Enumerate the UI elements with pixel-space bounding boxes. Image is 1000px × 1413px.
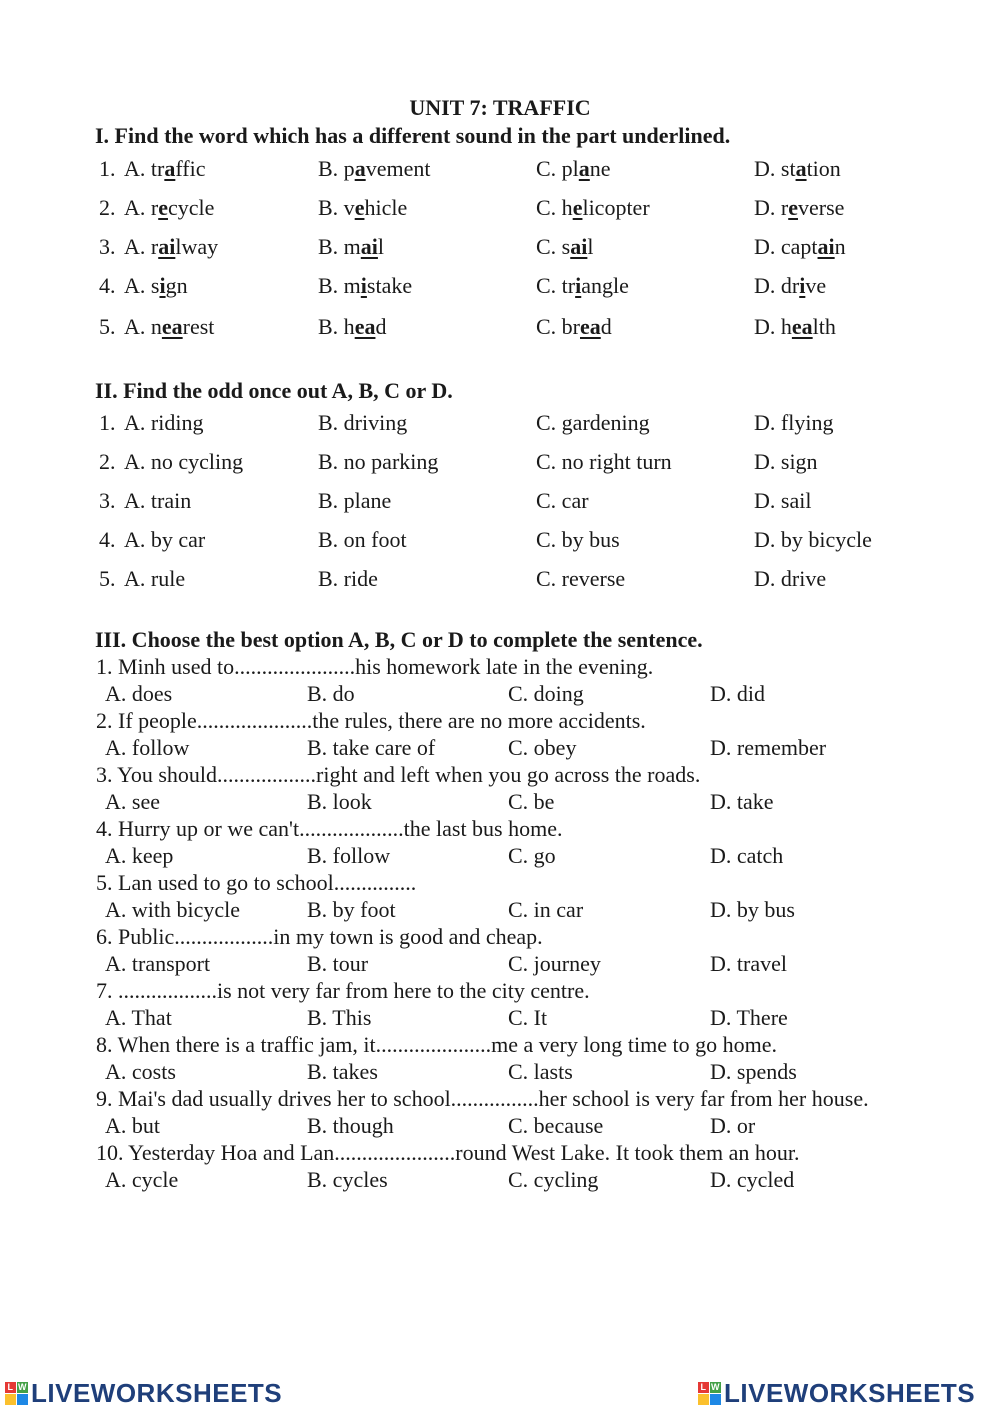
option: C. cycling [508,1167,599,1192]
option: B. do [307,681,355,706]
question-text: 9. Mai's dad usually drives her to school................her school is very far from her house. [96,1086,869,1111]
option: C. car [536,488,589,513]
option: B. ride [318,566,378,591]
logo-square [698,1394,709,1405]
option: D. sign [754,449,818,474]
item-number: 3. [99,488,116,513]
option: C. because [508,1113,604,1138]
underlined-sound: a [578,156,590,181]
option: A. That [105,1005,172,1030]
option: A. costs [105,1059,176,1084]
option: C. helicopter [536,195,650,220]
item-number: 5. [99,566,116,591]
option: A. but [105,1113,160,1138]
option: B. driving [318,410,408,435]
option: D. remember [710,735,827,760]
question-text: 4. Hurry up or we can't...................the last bus home. [96,816,563,841]
question-text: 5. Lan used to go to school............... [96,870,417,895]
option: C. reverse [536,566,626,591]
option: B. though [307,1113,394,1138]
logo-square: L [698,1382,709,1393]
option: A. see [105,789,160,814]
option: D. catch [710,843,784,868]
underlined-sound: ai [360,234,378,259]
option: D. by bicycle [754,527,872,552]
option: A. does [105,681,173,706]
option: C. gardening [536,410,650,435]
option: C. triangle [536,273,629,298]
option: C. It [508,1005,548,1030]
option: B. by foot [307,897,396,922]
underlined-sound: ai [158,234,176,259]
option: C. lasts [508,1059,573,1084]
option: A. no cycling [124,449,244,474]
option: B. look [307,789,372,814]
underlined-sound: ai [817,234,835,259]
option: B. take care of [307,735,436,760]
item-number: 3. [99,234,116,259]
option: C. bread [536,314,612,339]
underlined-sound: i [159,273,166,298]
underlined-sound: ea [161,314,183,339]
option: B. pavement [318,156,431,181]
option: B. vehicle [318,195,408,220]
option: A. cycle [105,1167,179,1192]
option: D. health [754,314,836,339]
underlined-sound: e [788,195,798,220]
option: C. plane [536,156,611,181]
logo-square [17,1394,28,1405]
logo-square: W [18,1382,27,1392]
option: D. There [710,1005,788,1030]
question-text: 7. ..................is not very far from here to the city centre. [96,978,590,1003]
option: D. take [710,789,774,814]
option: B. on foot [318,527,407,552]
option: D. did [710,681,765,706]
footer-logo-left[interactable] [5,1378,282,1409]
underlined-sound: i [360,273,367,298]
option: A. by car [124,527,206,552]
option: A. train [124,488,192,513]
option: C. no right turn [536,449,672,474]
option: A. railway [124,234,219,259]
question-text: 1. Minh used to......................his homework late in the evening. [96,654,654,679]
option: A. with bicycle [105,897,241,922]
option: A. keep [105,843,174,868]
option: D. drive [754,566,827,591]
question-text: 3. You should..................right and left when you go across the roads. [96,762,701,787]
item-number: 1. [99,156,116,181]
underlined-sound: e [158,195,168,220]
logo-square: W [711,1382,720,1392]
option: C. obey [508,735,577,760]
option: B. no parking [318,449,439,474]
option: D. sail [754,488,812,513]
option: A. recycle [124,195,215,220]
question-text: 2. If people.....................the rules, there are no more accidents. [96,708,646,733]
option: D. cycled [710,1167,795,1192]
section1-heading: I. Find the word which has a different sound in the part underlined. [95,123,731,148]
question-text: 10. Yesterday Hoa and Lan......................round West Lake. It took them an hour. [96,1140,800,1165]
logo-square [710,1394,721,1405]
section2-heading: II. Find the odd once out A, B, C or D. [95,378,453,403]
option: D. by bus [710,897,795,922]
option: B. follow [307,843,391,868]
underlined-sound: a [164,156,176,181]
underlined-sound: e [354,195,365,220]
option: C. in car [508,897,584,922]
item-number: 2. [99,195,116,220]
logo-square: L [5,1382,16,1393]
item-number: 2. [99,449,116,474]
option: A. rule [124,566,186,591]
option: A. nearest [124,314,215,339]
option: C. doing [508,681,584,706]
option: A. transport [105,951,211,976]
option: B. takes [307,1059,378,1084]
option: B. head [318,314,387,339]
liveworksheets-icon [698,1382,721,1405]
option: D. captain [754,234,846,259]
option: D. reverse [754,195,845,220]
option: D. or [710,1113,756,1138]
question-text: 8. When there is a traffic jam, it.....................me a very long time to go home. [96,1032,778,1057]
option: B. plane [318,488,392,513]
footer-logo-right[interactable] [698,1378,975,1409]
option: D. station [754,156,841,181]
item-number: 1. [99,410,116,435]
option: D. spends [710,1059,797,1084]
option: B. mail [318,234,385,259]
item-number: 4. [99,273,116,298]
option: A. follow [105,735,190,760]
option: D. drive [754,273,827,298]
question-text: 6. Public..................in my town is good and cheap. [96,924,543,949]
option: C. journey [508,951,601,976]
option: B. mistake [318,273,413,298]
underlined-sound: ea [580,314,601,339]
option: A. riding [124,410,204,435]
option: A. sign [124,273,188,298]
option: B. tour [307,951,369,976]
underlined-sound: i [799,273,806,298]
option: B. This [307,1005,372,1030]
option: A. traffic [124,156,206,181]
option: D. flying [754,410,834,435]
logo-square [5,1394,16,1405]
logo-text: LIVEWORKSHEETS [724,1378,976,1408]
underlined-sound: ea [354,314,376,339]
liveworksheets-icon [5,1382,28,1405]
page-title: UNIT 7: TRAFFIC [409,95,591,120]
underlined-sound: ai [570,234,588,259]
underlined-sound: i [575,273,582,298]
logo-text: LIVEWORKSHEETS [31,1378,283,1408]
section3-heading: III. Choose the best option A, B, C or D to complete the sentence. [95,627,703,652]
option: C. go [508,843,556,868]
item-number: 5. [99,314,116,339]
option: C. sail [536,234,594,259]
underlined-sound: a [354,156,366,181]
option: C. by bus [536,527,620,552]
underlined-sound: a [795,156,807,181]
option: B. cycles [307,1167,388,1192]
option: D. travel [710,951,787,976]
item-number: 4. [99,527,116,552]
underlined-sound: e [572,195,583,220]
underlined-sound: ea [791,314,813,339]
option: C. be [508,789,555,814]
